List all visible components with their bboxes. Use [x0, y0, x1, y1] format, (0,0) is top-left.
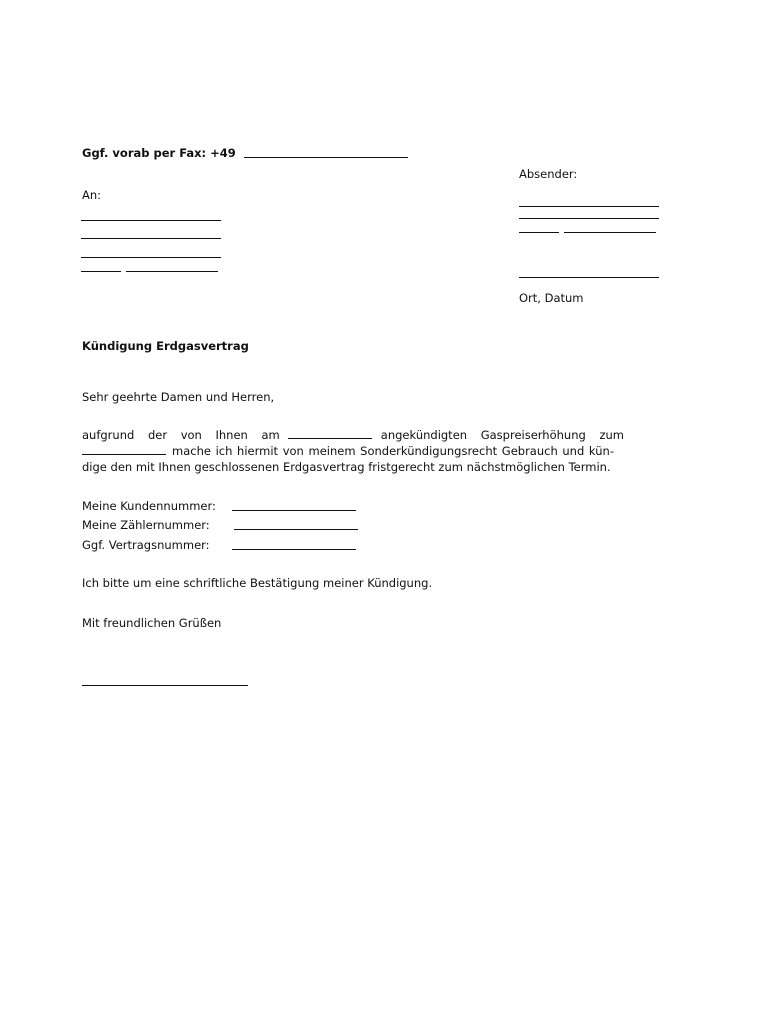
fax-label: Ggf. vorab per Fax: +49 [82, 146, 236, 160]
recipient-line-2[interactable] [81, 238, 221, 239]
contract-number-label: Ggf. Vertragsnummer: [82, 538, 210, 552]
sender-city-blank[interactable] [564, 232, 656, 233]
body-text-2: angekündigten Gaspreiserhöhung zum [380, 428, 624, 442]
meter-number-blank[interactable] [234, 529, 358, 530]
announce-date-blank[interactable] [288, 429, 372, 439]
recipient-city-blank[interactable] [126, 271, 218, 272]
salutation: Sehr geehrte Damen und Herren, [82, 390, 275, 404]
recipient-label: An: [82, 188, 102, 202]
increase-date-blank[interactable] [82, 445, 166, 455]
sender-line-1[interactable] [519, 206, 659, 207]
body-line-2 [82, 444, 624, 460]
subject-line: Kündigung Erdgasvertrag [82, 339, 249, 353]
closing-greeting: Mit freundlichen Grüßen [82, 616, 222, 630]
customer-number-label: Meine Kundennummer: [82, 499, 216, 513]
place-date-blank[interactable] [519, 277, 659, 278]
body-text-4: dige den mit Ihnen geschlossenen Erdgasvertrag fristgerecht zum nächstmöglichen Termin. [82, 460, 611, 474]
sender-label: Absender: [519, 167, 578, 181]
body-text-3: mache ich hiermit von meinem Sonderkündigungsrecht Gebrauch und kün- [172, 444, 614, 458]
confirmation-request: Ich bitte um eine schriftliche Bestätigung meiner Kündigung. [82, 576, 433, 590]
sender-line-2[interactable] [519, 218, 659, 219]
meter-number-label: Meine Zählernummer: [82, 518, 210, 532]
recipient-line-1[interactable] [81, 220, 221, 221]
fax-number-blank[interactable] [244, 157, 408, 158]
customer-number-blank[interactable] [232, 510, 356, 511]
place-date-label: Ort, Datum [519, 291, 584, 305]
contract-number-blank[interactable] [232, 549, 356, 550]
sender-zip-blank[interactable] [519, 232, 559, 233]
recipient-zip-blank[interactable] [81, 271, 121, 272]
signature-line[interactable] [82, 685, 248, 686]
body-line-1 [82, 428, 624, 444]
body-text-1: aufgrund der von Ihnen am [82, 428, 280, 442]
recipient-line-3[interactable] [81, 257, 221, 258]
